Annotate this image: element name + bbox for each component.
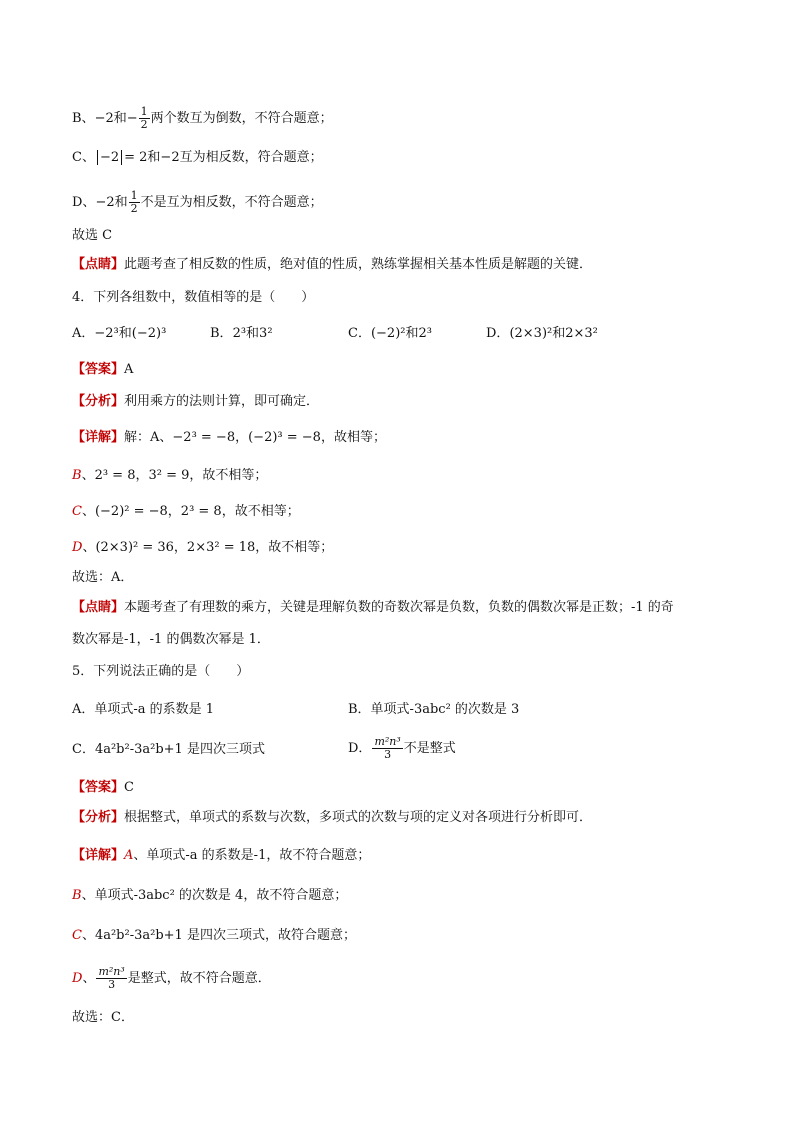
question-4-stem: 4．下列各组数中，数值相等的是（ ） [72,290,315,305]
dianjing-tag: 【点睛】 [72,257,125,272]
q4-answer [72,360,133,380]
q4-select: 故选：A． [72,570,134,585]
text: 两个数互为倒数，不符合题意； [150,111,333,126]
analysis-text: 利用乘方的法则计算，即可确定． [124,394,320,409]
detail-text: 、单项式-3abc² 的次数是 4，故不符合题意； [81,888,348,903]
fraction [96,966,126,991]
option-text: (−2)²和2³ [370,326,432,341]
detail-label: C [72,504,82,519]
detail-label: B [72,468,82,483]
option-label: D． [486,326,510,341]
detail-text: 解：A、−2³ = −8，(−2)³ = −8，故相等； [124,430,386,445]
q4-option-a [72,324,166,344]
q4-option-c [348,324,432,344]
q4-detail [72,428,386,448]
q5-answer [72,778,134,798]
q4-dianjing-continued: 数次幂是-1，-1 的偶数次幂是 1． [72,632,270,647]
fraction-numerator: m²n³ [374,735,401,748]
q5-select: 故选：C． [72,1010,134,1025]
text: = 2和−2互为相反数，符合题意； [124,150,323,165]
text: 不是互为相反数，不符合题意； [140,195,323,210]
option-text: (2×3)²和2×3² [509,326,598,341]
answer-text: A [124,362,134,377]
option-b-explanation [72,106,333,131]
answer-tag: 【答案】 [72,362,125,377]
analysis-tag: 【分析】 [72,810,125,825]
detail-tag: 【详解】 [72,848,125,863]
q5-detail [72,846,370,866]
absolute-value: −2 [97,150,122,165]
detail-text: 、2³ = 8，3² = 9，故不相等； [81,468,268,483]
detail-label: B [72,888,82,903]
option-label: A． [72,326,95,341]
answer-text: C [124,780,134,795]
fraction-denominator: 2 [130,202,138,215]
option-label: B． [210,326,233,341]
q5-option-a: A．单项式-a 的系数是 1 [72,702,215,717]
q5-option-d [348,736,456,761]
fraction-denominator: 2 [140,118,148,131]
analysis-tag: 【分析】 [72,394,125,409]
dianjing-text: 此题考查了相反数的性质，绝对值的性质，熟练掌握相关基本性质是解题的关键． [124,257,593,272]
question-5-stem: 5．下列说法正确的是（ ） [72,664,250,679]
q4-dianjing [72,598,674,618]
fraction-numerator: 1 [140,105,148,118]
label: D、 [72,195,96,210]
dianjing-tag: 【点睛】 [72,600,125,615]
option-text: 2³和3² [232,326,273,341]
option-d-explanation [72,190,323,215]
q5-detail-d: D、 $\frac{\text{m²n³}}{3}$ 是整式，故不符合题意． [72,965,271,991]
detail-text: 、(−2)² = −8，2³ = 8，故不相等； [81,504,300,519]
detail-text: 是整式，故不符合题意． [127,971,271,986]
q5-detail-c [72,926,356,946]
q4-option-d [486,324,598,344]
option-label: C． [348,326,371,341]
detail-text: 、4a²b²-3a²b+1 是四次三项式，故符合题意； [81,928,356,943]
fraction-denominator: 3 [108,978,116,991]
label: C、 [72,150,95,165]
q4-detail-d [72,538,333,558]
q4-analysis [72,392,319,412]
fraction-numerator: m²n³ [98,965,125,978]
detail-label: A [124,848,134,863]
q5-analysis [72,808,592,828]
option-label: D． [348,741,372,756]
option-text: 不是整式 [403,741,456,756]
detail-label: D [72,540,83,555]
q4-option-b [210,324,273,344]
detail-text: 、(2×3)² = 36，2×3² = 18，故不相等； [82,540,334,555]
answer-tag: 【答案】 [72,780,125,795]
text: −2和 [95,195,128,210]
option-c-explanation [72,148,323,168]
dianjing-note [72,255,592,275]
detail-label: C [72,928,82,943]
fraction-numerator: 1 [130,189,138,202]
label: B、 [72,111,95,126]
q5-option-b: B．单项式-3abc² 的次数是 3 [348,702,520,717]
fraction [129,190,140,215]
option-text: −2³和(−2)³ [94,326,167,341]
analysis-text: 根据整式，单项式的系数与次数，多项式的次数与项的定义对各项进行分析即可． [124,810,593,825]
select-answer: 故选 C [72,228,113,243]
text: −2和− [94,111,138,126]
fraction [139,106,150,131]
detail-label: D [72,971,83,986]
detail-tag: 【详解】 [72,430,125,445]
q4-detail-c [72,502,300,522]
fraction [372,736,402,761]
q4-detail-b [72,466,267,486]
dianjing-text: 本题考查了有理数的乘方，关键是理解负数的奇数次幂是负数，负数的偶数次幂是正数；-1 的奇 [124,600,674,615]
detail-text: 、单项式-a 的系数是-1，故不符合题意； [133,848,371,863]
q5-option-c: C．4a²b²-3a²b+1 是四次三项式 [72,742,265,757]
fraction-denominator: 3 [384,748,392,761]
q5-detail-b [72,886,347,906]
